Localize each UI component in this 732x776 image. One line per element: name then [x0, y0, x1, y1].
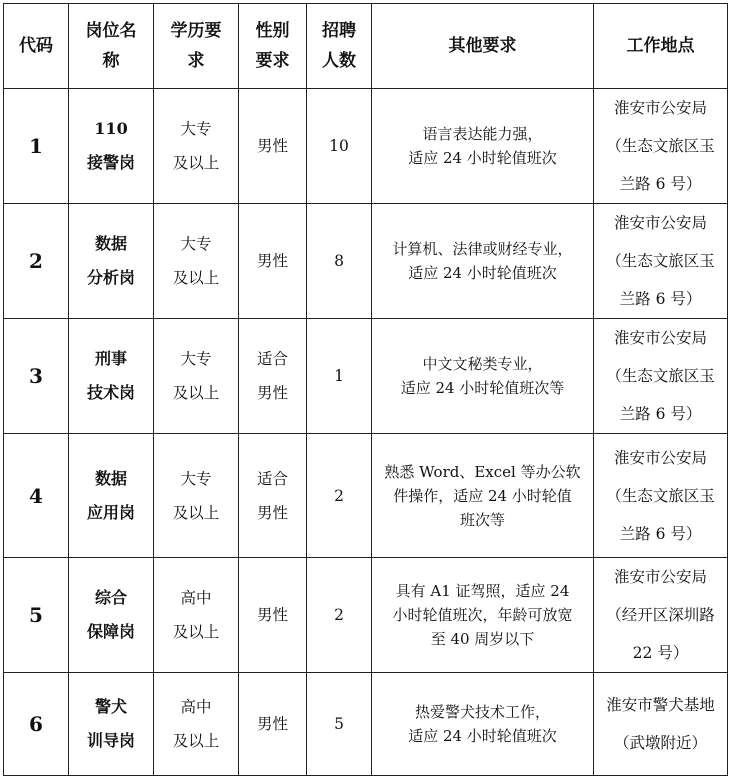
row-work-location: 淮安市公安局 （生态文旅区玉 兰路 6 号）: [594, 319, 728, 434]
row-gender: 适合 男性: [239, 319, 307, 434]
table-row: [4, 673, 728, 776]
table-row: [4, 434, 728, 558]
row-education: 大专 及以上: [154, 434, 239, 558]
row-education: 大专 及以上: [154, 89, 239, 204]
row-other-requirements: 语言表达能力强， 适应 24 小时轮值班次: [372, 89, 594, 204]
header-row: [4, 4, 728, 89]
row-count: 2: [307, 558, 372, 673]
row-count: 5: [307, 673, 372, 776]
row-code: 5: [4, 558, 69, 673]
row-other-requirements: 熟悉 Word、Excel 等办公软 件操作，适应 24 小时轮值 班次等: [372, 434, 594, 558]
table-row: [4, 204, 728, 319]
row-position-name: 刑事 技术岗: [69, 319, 154, 434]
row-count: 8: [307, 204, 372, 319]
header-position-name: 岗位名 称: [69, 4, 154, 89]
row-gender: 男性: [239, 673, 307, 776]
row-code: 6: [4, 673, 69, 776]
row-gender: 适合 男性: [239, 434, 307, 558]
row-work-location: 淮安市公安局 （生态文旅区玉 兰路 6 号）: [594, 204, 728, 319]
table-row: [4, 319, 728, 434]
header-other-requirements: 其他要求: [372, 4, 594, 89]
row-other-requirements: 中文文秘类专业， 适应 24 小时轮值班次等: [372, 319, 594, 434]
row-code: 2: [4, 204, 69, 319]
row-gender: 男性: [239, 558, 307, 673]
row-work-location: 淮安市公安局 （生态文旅区玉 兰路 6 号）: [594, 89, 728, 204]
table-row: [4, 89, 728, 204]
row-position-name: 警犬 训导岗: [69, 673, 154, 776]
row-other-requirements: 具有 A1 证驾照，适应 24 小时轮值班次，年龄可放宽 至 40 周岁以下: [372, 558, 594, 673]
row-position-name: 数据 应用岗: [69, 434, 154, 558]
row-other-requirements: 计算机、法律或财经专业， 适应 24 小时轮值班次: [372, 204, 594, 319]
table-row: [4, 558, 728, 673]
header-count: 招聘 人数: [307, 4, 372, 89]
row-gender: 男性: [239, 89, 307, 204]
row-count: 10: [307, 89, 372, 204]
row-code: 3: [4, 319, 69, 434]
row-position-name: 数据 分析岗: [69, 204, 154, 319]
header-code: 代码: [4, 4, 69, 89]
row-position-name: 110 接警岗: [69, 89, 154, 204]
row-other-requirements: 热爱警犬技术工作， 适应 24 小时轮值班次: [372, 673, 594, 776]
row-gender: 男性: [239, 204, 307, 319]
header-education: 学历要 求: [154, 4, 239, 89]
row-work-location: 淮安市公安局 （经开区深圳路 22 号）: [594, 558, 728, 673]
row-position-name: 综合 保障岗: [69, 558, 154, 673]
row-education: 大专 及以上: [154, 204, 239, 319]
row-count: 2: [307, 434, 372, 558]
recruitment-table: [3, 3, 728, 776]
row-education: 大专 及以上: [154, 319, 239, 434]
row-education: 高中 及以上: [154, 673, 239, 776]
row-work-location: 淮安市警犬基地 （武墩附近）: [594, 673, 728, 776]
row-work-location: 淮安市公安局 （生态文旅区玉 兰路 6 号）: [594, 434, 728, 558]
row-count: 1: [307, 319, 372, 434]
row-code: 4: [4, 434, 69, 558]
header-gender: 性别 要求: [239, 4, 307, 89]
header-work-location: 工作地点: [594, 4, 728, 89]
row-education: 高中 及以上: [154, 558, 239, 673]
row-code: 1: [4, 89, 69, 204]
